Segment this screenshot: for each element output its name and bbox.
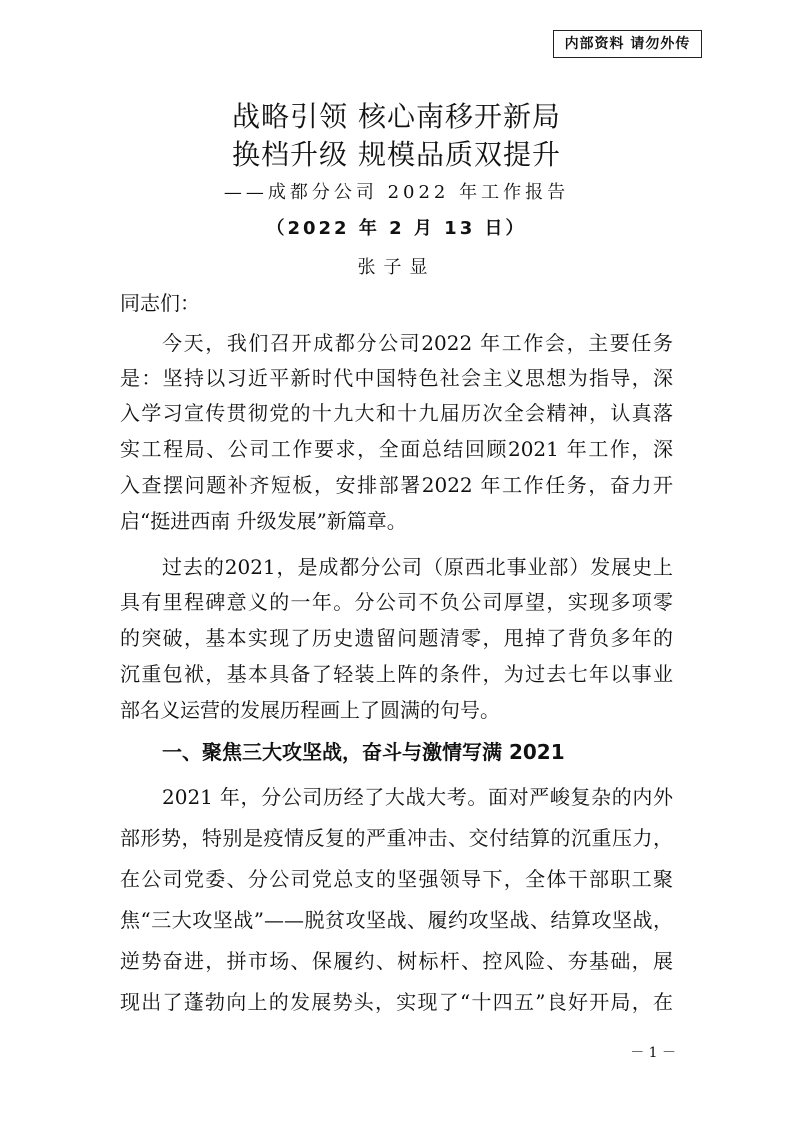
paragraph-3-line: 2021 年，分公司历经了大战大考。面对严峻复杂的内外 <box>162 785 673 809</box>
title-line-1: 战略引领 核心南移开新局 <box>232 100 561 133</box>
paragraph-3-line: 在公司党委、分公司党总支的坚强领导下，全体干部职工聚 <box>120 867 673 891</box>
salutation: 同志们： <box>120 291 200 315</box>
title-line-2: 换档升级 规模品质双提升 <box>232 138 561 171</box>
page-number: － 1 － <box>630 1045 676 1061</box>
paragraph-1-line: 实工程局、公司工作要求，全面总结回顾2021 年工作，深 <box>120 437 673 461</box>
paragraph-2-line: 部名义运营的发展历程画上了圆满的句号。 <box>120 698 500 722</box>
report-subtitle: ——成都分公司 2022 年工作报告 <box>223 182 570 203</box>
paragraph-2-line: 过去的2021，是成都分公司（原西北事业部）发展史上 <box>162 555 673 579</box>
paragraph-1-line: 入查摆问题补齐短板，安排部署2022 年工作任务，奋力开 <box>120 473 673 497</box>
paragraph-1-line: 启“挺进西南 升级发展”新篇章。 <box>120 509 407 533</box>
paragraph-3-line: 焦“三大攻坚战”——脱贫攻坚战、履约攻坚战、结算攻坚战， <box>120 908 673 932</box>
paragraph-2-line: 沉重包袱，基本具备了轻装上阵的条件，为过去七年以事业 <box>120 662 673 686</box>
paragraph-2-line: 的突破，基本实现了历史遗留问题清零，甩掉了背负多年的 <box>120 626 673 650</box>
report-author: 张子显 <box>357 257 436 278</box>
paragraph-1-line: 今天，我们召开成都分公司2022 年工作会，主要任务 <box>162 331 673 355</box>
report-date: （2022 年 2 月 13 日） <box>266 218 527 239</box>
paragraph-1-line: 是：坚持以习近平新时代中国特色社会主义思想为指导，深 <box>120 366 673 390</box>
confidential-stamp: 内部资料 请勿外传 <box>553 30 702 58</box>
section-heading: 一、聚焦三大攻坚战，奋斗与激情写满 2021 <box>162 740 565 764</box>
paragraph-3-line: 部形势，特别是疫情反复的严重冲击、交付结算的沉重压力， <box>120 826 673 850</box>
paragraph-2-line: 具有里程碑意义的一年。分公司不负公司厚望，实现多项零 <box>120 590 673 614</box>
paragraph-3-line: 逆势奋进，拼市场、保履约、树标杆、控风险、夯基础，展 <box>120 949 673 973</box>
paragraph-3-line: 现出了蓬勃向上的发展势头，实现了“十四五”良好开局，在 <box>120 990 673 1014</box>
paragraph-1-line: 入学习宣传贯彻党的十九大和十九届历次全会精神，认真落 <box>120 401 673 425</box>
